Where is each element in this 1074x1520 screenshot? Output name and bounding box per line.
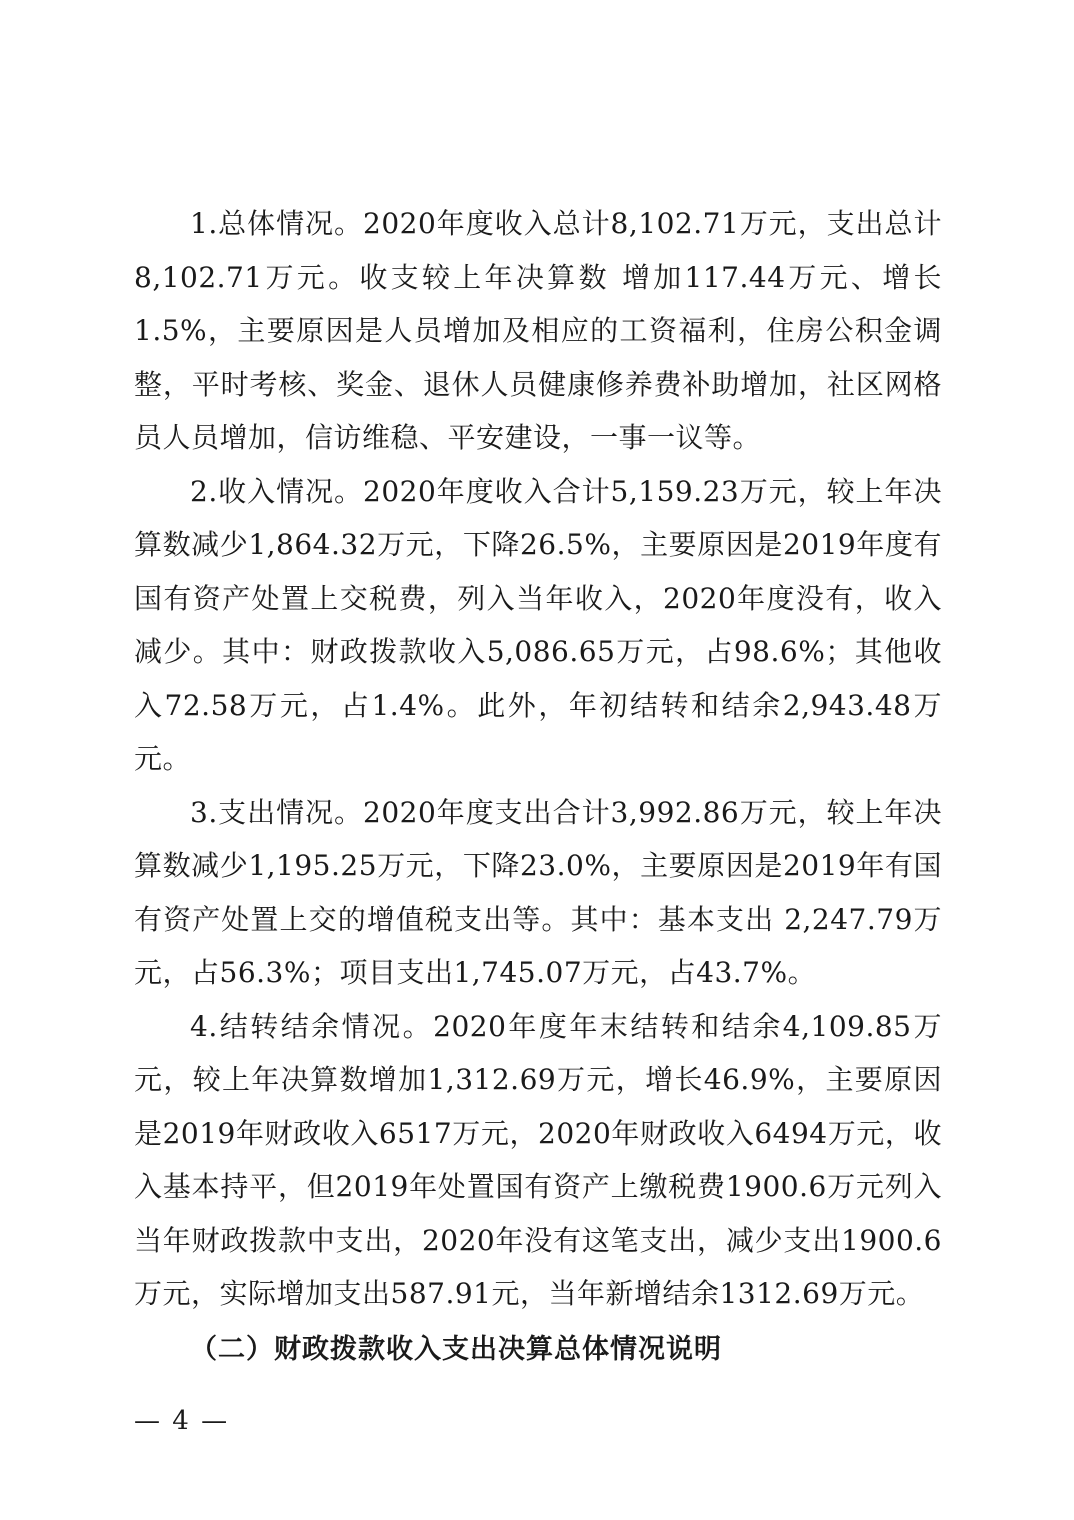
document-body xyxy=(134,197,942,1376)
page-number: — 4 — xyxy=(134,1406,230,1436)
paragraph-overall: 1.总体情况。2020年度收入总计8,102.71万元，支出总计8,102.71万元。收支较上年决算数 增加117.44万元、增长1.5%，主要原因是人员增加及相应的工资福利，住房公积金调整，平时考核、奖金、退休人员健康修养费补助增加，社区网格员人员增加，信访维稳、平安建设，一事一议等。 xyxy=(134,207,942,454)
paragraph-expenditure: 3.支出情况。2020年度支出合计3,992.86万元，较上年决算数减少1,195.25万元，下降23.0%，主要原因是2019年有国有资产处置上交的增值税支出等。其中：基本支出 2,247.79万元，占56.3%；项目支出1,745.07万元，占43.7%。 xyxy=(134,795,942,989)
paragraph-income: 2.收入情况。2020年度收入合计5,159.23万元，较上年决算数减少1,864.32万元，下降26.5%，主要原因是2019年度有国有资产处置上交税费，列入当年收入，2020年度没有，收入减少。其中：财政拨款收入5,086.65万元，占98.6%；其他收入72.58万元，占1.4%。此外，年初结转和结余2,943.48万元。 xyxy=(134,474,942,775)
section-heading: （二）财政拨款收入支出决算总体情况说明 xyxy=(190,1333,722,1365)
paragraph-carryover: 4.结转结余情况。2020年度年末结转和结余4,109.85万元，较上年决算数增加1,312.69万元，增长46.9%，主要原因是2019年财政收入6517万元，2020年财政收入6494万元，收入基本持平，但2019年处置国有资产上缴税费1900.6万元列入当年财政拨款中支出，2020年没有这笔支出，减少支出1900.6万元，实际增加支出587.91元，当年新增结余1312.69万元。 xyxy=(134,1009,942,1310)
